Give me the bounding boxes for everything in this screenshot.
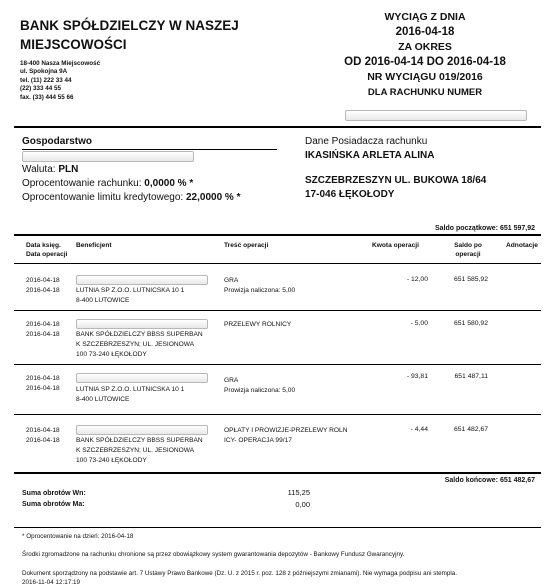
- description-line: Prowizja naliczona: 5,00: [224, 386, 296, 394]
- statement-number: NR WYCIĄGU 019/2016: [367, 71, 483, 83]
- redacted-beneficiary-account: [76, 275, 208, 285]
- beneficiary-line: LUTNIA SP Z.O.O. LUTNICSKA 10 1: [76, 386, 185, 393]
- opening-balance-value: 651 597,92: [499, 225, 535, 232]
- statement-date: 2016-04-18: [395, 26, 455, 38]
- beneficiary-line: 8-400 LUTOWICE: [76, 395, 130, 403]
- bank-address-line: tel. (11) 222 33 44: [20, 76, 72, 84]
- divider: [14, 527, 541, 528]
- beneficiary-line: BANK SPÓŁDZIELCZY BBSS SUPERBAN: [76, 437, 203, 444]
- beneficiary-line: K SZCZEBRZESZYN; UL. JESIONOWA: [76, 340, 195, 348]
- row-description: [224, 426, 347, 446]
- row-amount: - 5,00: [410, 320, 428, 327]
- header-balance: [448, 241, 488, 259]
- row-dates: [26, 374, 60, 394]
- credit-total-value: 0,00: [295, 500, 310, 509]
- header-notes: Adnotacje: [506, 242, 538, 249]
- divider: [14, 472, 541, 474]
- deposit-guarantee-note: Środki zgromadzone na rachunku chronione są przez obowiązkowy system gwarantowania depozytów - Bankowy Fundusz Gwarancyjny.: [22, 551, 405, 558]
- statement-header: [330, 10, 520, 100]
- debit-total-label: Suma obrotów Wn:: [22, 490, 86, 497]
- booking-date: 2016-04-18: [26, 277, 60, 284]
- row-beneficiary: [76, 385, 184, 405]
- owner-name: IKASIŃSKA ARLETA ALINA: [305, 150, 435, 161]
- beneficiary-line: BANK SPÓŁDZIELCZY BBSS SUPERBAN: [76, 331, 203, 338]
- description-line: ICY- OPERACJA 99/17: [224, 436, 292, 444]
- statement-period: OD 2016-04-14 DO 2016-04-18: [344, 56, 506, 68]
- description-line: PRZELEWY ROLNICY: [224, 321, 292, 328]
- header-balance-line2: operacji: [455, 251, 481, 258]
- statement-period-label: ZA OKRES: [398, 41, 452, 53]
- currency-row: [22, 163, 78, 177]
- description-line: GRA: [224, 377, 239, 384]
- beneficiary-line: K SZCZEBRZESZYN; UL. JESIONOWA: [76, 446, 195, 454]
- bank-address-line: ul. Spokojna 9A: [20, 68, 68, 76]
- header-date: [26, 241, 67, 259]
- credit-interest-value: 22,0000 % *: [185, 192, 241, 203]
- generated-timestamp: 2016-11-04 12:17:19: [22, 579, 81, 586]
- header-amount: Kwota operacji: [372, 242, 419, 249]
- credit-interest-row: [22, 191, 240, 205]
- row-balance: 651 580,92: [453, 320, 488, 327]
- description-line: GRA: [224, 277, 239, 284]
- operation-date: 2016-04-18: [26, 286, 60, 294]
- row-beneficiary: [76, 330, 203, 359]
- header-date-booking: Data księg.: [26, 242, 61, 249]
- row-dates: [26, 276, 60, 296]
- booking-date: 2016-04-18: [26, 427, 60, 434]
- owner-city: 17-046 ŁĘKOŁODY: [305, 189, 395, 200]
- bank-name-line2: MIEJSCOWOŚCI: [20, 37, 127, 52]
- row-amount: - 12,00: [406, 276, 428, 283]
- redacted-account-number: [345, 110, 527, 121]
- currency-value: PLN: [58, 164, 79, 175]
- credit-total-label: Suma obrotów Ma:: [22, 501, 85, 508]
- header-balance-line1: Saldo po: [454, 242, 482, 249]
- description-line: Prowizja naliczona: 5,00: [224, 286, 296, 294]
- row-dates: [26, 320, 60, 340]
- bank-name-line1: BANK SPÓŁDZIELCZY W NASZEJ: [20, 18, 239, 33]
- debit-total-value: 115,25: [287, 488, 310, 497]
- operation-date: 2016-04-18: [26, 436, 60, 444]
- interest-date-note: * Oprocentowanie na dzień: 2016-04-18: [22, 533, 134, 540]
- redacted-beneficiary-account: [76, 425, 208, 435]
- row-balance: 651 487,11: [454, 373, 488, 380]
- divider: [14, 234, 541, 236]
- opening-balance: [435, 224, 535, 233]
- operation-date: 2016-04-18: [26, 330, 60, 338]
- bank-address-line: (22) 333 44 55: [20, 85, 61, 93]
- row-beneficiary: [76, 436, 203, 465]
- divider: [14, 364, 541, 365]
- header-description: Treść operacji: [224, 242, 269, 249]
- divider: [22, 149, 277, 150]
- account-section-title: Gospodarstwo: [22, 136, 93, 147]
- operation-date: 2016-04-18: [26, 384, 60, 392]
- divider: [14, 414, 541, 415]
- credit-interest-label: Oprocentowanie limitu kredytowego:: [22, 192, 186, 203]
- bank-address-line: 18-400 Nasza Miejscowość: [20, 60, 101, 67]
- row-beneficiary: [76, 286, 184, 306]
- row-dates: [26, 426, 60, 446]
- booking-date: 2016-04-18: [26, 375, 60, 382]
- legal-basis-note: Dokument sporządzony na podstawie art. 7 Ustawy Prawo Bankowe (Dz. U. z 2015 r. poz. 128 z późniejszymi zmianami). Nie wymaga podpisu ani stempla.: [22, 570, 458, 577]
- redacted-beneficiary-account: [76, 319, 208, 329]
- closing-balance: [445, 476, 535, 485]
- row-balance: 651 482,67: [453, 426, 488, 433]
- interest-value: 0,0000 % *: [144, 178, 194, 189]
- beneficiary-line: LUTNIA SP Z.O.O. LUTNICSKA 10 1: [76, 287, 185, 294]
- bank-address-line: fax. (33) 444 55 66: [20, 93, 74, 101]
- row-balance: 651 585,92: [453, 276, 488, 283]
- row-amount: - 4,44: [410, 426, 428, 433]
- row-description: [224, 320, 291, 330]
- bank-name: [20, 16, 250, 54]
- opening-balance-label: Saldo początkowe:: [434, 225, 500, 232]
- redacted-beneficiary-account: [76, 373, 208, 383]
- divider: [14, 310, 541, 311]
- header-beneficiary: Beneficjent: [76, 242, 112, 249]
- row-amount: - 93,81: [406, 373, 428, 380]
- closing-balance-label: Saldo końcowe:: [444, 477, 500, 484]
- row-description: [224, 376, 295, 396]
- divider: [14, 126, 541, 128]
- beneficiary-line: 8-400 LUTOWICE: [76, 296, 130, 304]
- statement-title: WYCIĄG Z DNIA: [384, 11, 466, 23]
- row-description: [224, 276, 295, 296]
- owner-section-title: Dane Posiadacza rachunku: [305, 136, 428, 147]
- redacted-account-name: [22, 151, 194, 162]
- bank-address: [20, 60, 100, 102]
- closing-balance-value: 651 482,67: [499, 477, 535, 484]
- header-date-operation: Data operacji: [26, 251, 68, 258]
- booking-date: 2016-04-18: [26, 321, 60, 328]
- divider: [14, 263, 541, 264]
- interest-row: [22, 177, 193, 191]
- owner-street: SZCZEBRZESZYN UL. BUKOWA 18/64: [305, 175, 487, 186]
- beneficiary-line: 100 73-240 ŁĘKOŁODY: [76, 350, 147, 358]
- beneficiary-line: 100 73-240 ŁĘKOŁODY: [76, 456, 147, 464]
- statement-account-label: DLA RACHUNKU NUMER: [367, 87, 483, 98]
- currency-label: Waluta:: [22, 164, 59, 175]
- description-line: OPŁATY I PROWIZJE-PRZELEWY ROLN: [224, 427, 348, 434]
- interest-label: Oprocentowanie rachunku:: [22, 178, 145, 189]
